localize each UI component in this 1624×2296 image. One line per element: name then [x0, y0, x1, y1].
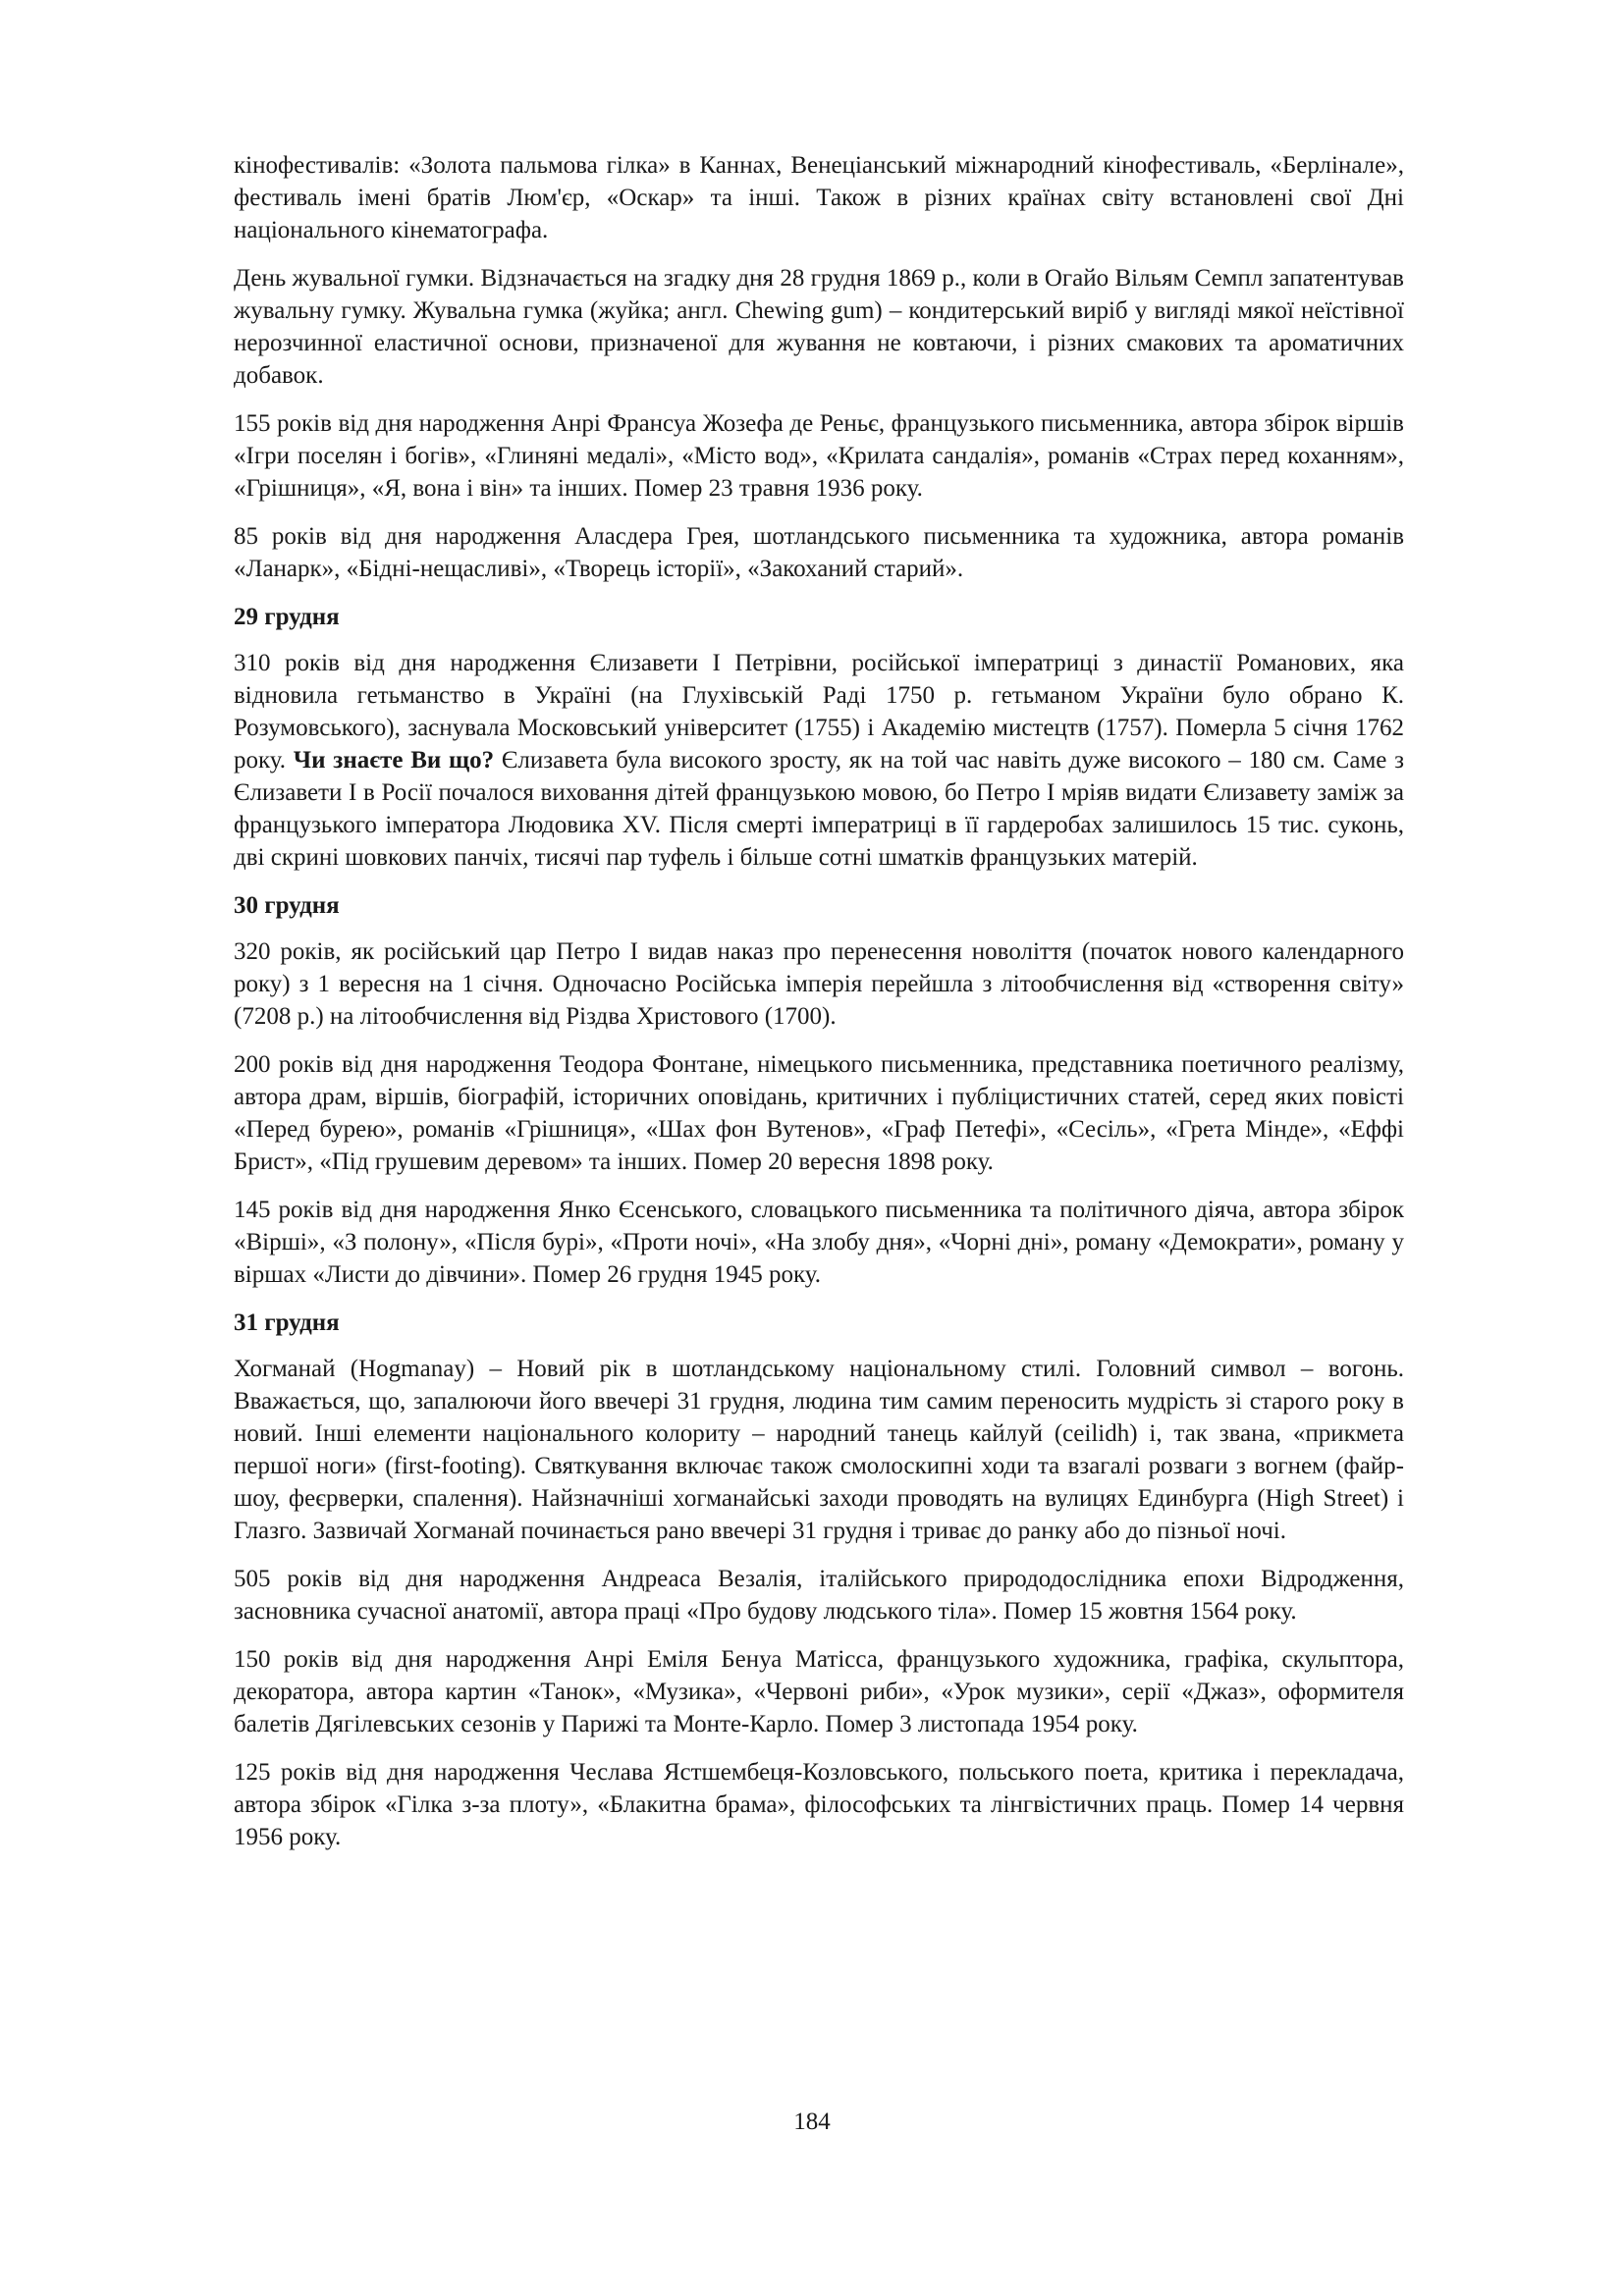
document-body: [234, 149, 1404, 1869]
paragraph-elizabeth-petrovna: [234, 647, 1404, 874]
elizabeth-text-part-1: 310 років від дня народження Єлизавети І Петрівни, російської імператриці з династії Романових, яка відновила гетьманство в Україні (на Глухівській Раді 1750 р. гетьманом України було обрано К. Розумовського), заснувала Московський університет (1755) і Академію мистецтв (1757). Померла 5 січня 1762 року.: [234, 650, 1404, 774]
did-you-know-label: Чи знаєте Ви що?: [293, 747, 495, 774]
page-number: 184: [793, 2109, 831, 2135]
date-heading-dec-30: 30 грудня: [234, 892, 340, 919]
paragraph-hogmanay: Хогманай (Hogmanay) – Новий рік в шотландському національному стилі. Головний символ – вогонь. Вважається, що, запалюючи його ввечері 31 грудня, людина тим самим переносить мудрість зі старого року в новий. Інші елементи національного колориту – народний танець кайлуй (ceilidh) і, так звана, «прикмета першої ноги» (first-footing). Святкування включає також смолоскипні ходи та взагалі розваги з вогнем (файр-шоу, феєрверки, спалення). Найзначніші хогманайські заходи проводять на вулицях Единбурга (High Street) і Глазго. Зазвичай Хогманай починається рано ввечері 31 грудня і триває до ранку або до пізньої ночі.: [234, 1356, 1404, 1544]
paragraph-henri-matisse: 150 років від дня народження Анрі Еміля Бенуа Матісса, французького художника, графіка, скульптора, декоратора, автора картин «Танок», «Музика», «Червоні риби», «Урок музики», серії «Джаз», оформителя балетів Дягілевських сезонів у Парижі та Монте-Карло. Помер 3 листопада 1954 року.: [234, 1646, 1404, 1737]
paragraph-alasdair-gray: 85 років від дня народження Аласдера Грея, шотландського письменника та художника, автора романів «Ланарк», «Бідні-нещасливі», «Творець історії», «Закоханий старий».: [234, 523, 1404, 582]
paragraph-chewing-gum-day: День жувальної гумки. Відзначається на згадку дня 28 грудня 1869 р., коли в Огайо Вільям Семпл запатентував жувальну гумку. Жувальна гумка (жуйка; англ. Chewing gum) – кондитерський виріб у вигляді мякої неїстівної нерозчинної еластичної основи, призначеної для жування не ковтаючи, і різних смакових та ароматичних добавок.: [234, 265, 1404, 389]
paragraph-janko-jesensky: 145 років від дня народження Янко Єсенського, словацького письменника та політичного діяча, автора збірок «Вірші», «З полону», «Після бурі», «Проти ночі», «На злобу дня», «Чорні дні», роману «Демократи», роману у віршах «Листи до дівчини». Помер 26 грудня 1945 року.: [234, 1197, 1404, 1288]
paragraph-henri-de-regnier: 155 років від дня народження Анрі Франсуа Жозефа де Реньє, французького письменника, автора збірок віршів «Ігри поселян і богів», «Глиняні медалі», «Місто вод», «Крилата сандалія», романів «Страх перед коханням», «Грішниця», «Я, вона і він» та інших. Помер 23 травня 1936 року.: [234, 410, 1404, 502]
paragraph-new-year-decree: 320 років, як російський цар Петро І видав наказ про перенесення новоліття (початок нового календарного року) з 1 вересня на 1 січня. Одночасно Російська імперія перейшла з літообчислення від «створення світу» (7208 р.) на літообчислення від Різдва Христового (1700).: [234, 938, 1404, 1030]
date-heading-dec-31: 31 грудня: [234, 1309, 340, 1336]
elizabeth-text-part-2: Єлизавета була високого зросту, як на той час навіть дуже високого – 180 см. Саме з Єлизавети І в Росії почалося виховання дітей французькою мовою, бо Петро І мріяв видати Єлизавету заміж за французького імператора Людовика XV. Після смерті імператриці в її гардеробах залишилось 15 тис. суконь, дві скрині шовкових панчіх, тисячі пар туфель і більше сотні шматків французьких матерій.: [234, 747, 1404, 871]
paragraph-film-festivals: кінофестивалів: «Золота пальмова гілка» в Каннах, Венеціанський міжнародний кінофестиваль, «Берлінале», фестиваль імені братів Люм'єр, «Оскар» та інші. Також в різних країнах світу встановлені свої Дні національного кінематографа.: [234, 152, 1404, 243]
paragraph-czeslaw-jastrzebiec: 125 років від дня народження Чеслава Ястшембеця-Козловського, польського поета, критика і перекладача, автора збірок «Гілка з-за плоту», «Блакитна брама», філософських та лінгвістичних праць. Помер 14 червня 1956 року.: [234, 1759, 1404, 1850]
paragraph-theodor-fontane: 200 років від дня народження Теодора Фонтане, німецького письменника, представника поетичного реалізму, автора драм, віршів, біографій, історичних оповідань, критичних і публіцистичних статей, серед яких повісті «Перед бурею», романів «Грішниця», «Шах фон Вутенов», «Граф Петефі», «Сесіль», «Грета Мінде», «Еффі Брист», «Під грушевим деревом» та інших. Помер 20 вересня 1898 року.: [234, 1051, 1404, 1175]
date-heading-dec-29: 29 грудня: [234, 604, 340, 630]
paragraph-andreas-vesalius: 505 років від дня народження Андреаса Везалія, італійського природодослідника епохи Відродження, засновника сучасної анатомії, автора праці «Про будову людського тіла». Помер 15 жовтня 1564 року.: [234, 1566, 1404, 1625]
